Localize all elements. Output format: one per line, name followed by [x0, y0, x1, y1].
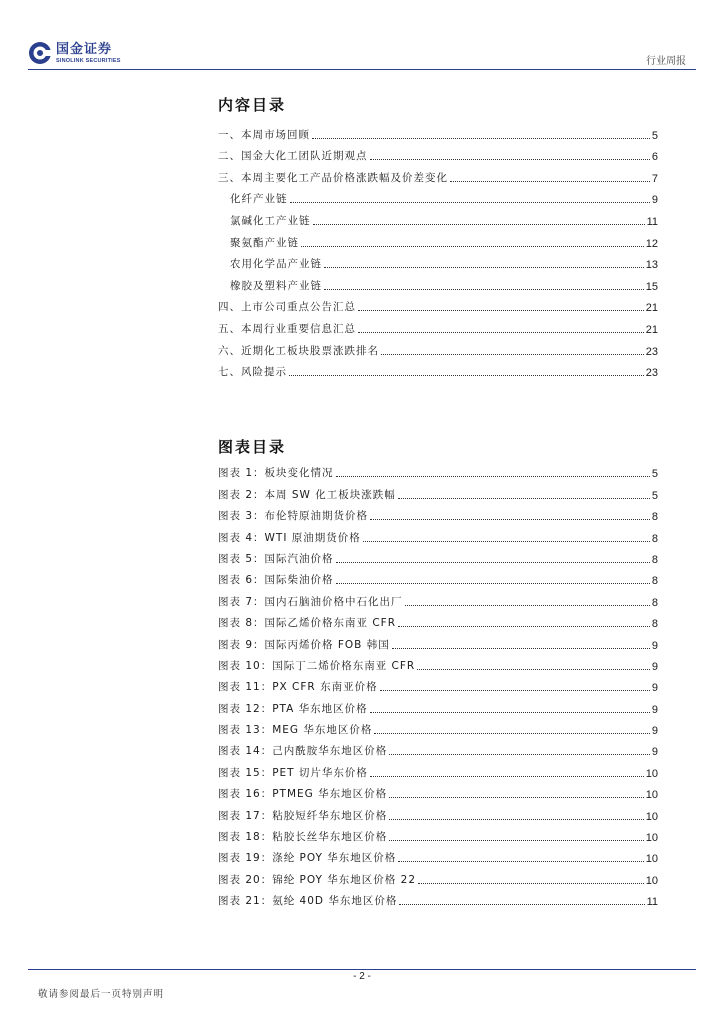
dot-leader [398, 498, 650, 499]
figure-entry-label: 图表 4：WTI 原油期货价格 [218, 531, 361, 544]
figure-entry[interactable] [218, 801, 658, 822]
toc-entry-label: 七、风险提示 [218, 366, 287, 379]
toc-entry-page: 15 [645, 280, 658, 293]
toc-entry-label: 农用化学品产业链 [230, 258, 322, 271]
toc-entry[interactable] [218, 293, 658, 315]
figure-entry-label: 图表 10：国际丁二烯价格东南亚 CFR [218, 659, 416, 672]
toc-entry-label: 五、本周行业重要信息汇总 [218, 322, 356, 335]
figure-entry[interactable] [218, 652, 658, 673]
dot-leader [336, 476, 650, 477]
page-number: - 2 - [353, 971, 371, 982]
figure-entry-page: 5 [651, 468, 658, 481]
toc-entry-page: 23 [645, 345, 658, 358]
dot-leader [399, 904, 644, 905]
dot-leader [392, 648, 650, 649]
figure-entry[interactable] [218, 459, 658, 480]
figure-entry-page: 10 [645, 874, 658, 887]
figure-entry-page: 9 [651, 746, 658, 759]
dot-leader [370, 712, 650, 713]
toc-entry-page: 5 [651, 129, 658, 142]
dot-leader [363, 541, 650, 542]
logo-icon [28, 41, 52, 65]
dot-leader [417, 669, 650, 670]
figure-entry-page: 10 [645, 789, 658, 802]
figure-entry-label: 图表 9：国际丙烯价格 FOB 韩国 [218, 638, 390, 651]
dot-leader [324, 267, 644, 268]
toc-entry-label: 化纤产业链 [230, 193, 288, 206]
figure-entry-label: 图表 13：MEG 华东地区价格 [218, 724, 373, 737]
figure-entry-label: 图表 21：氨纶 40D 华东地区价格 [218, 895, 398, 908]
toc-entry[interactable] [218, 336, 658, 358]
figure-entry-label: 图表 3：布伦特原油期货价格 [218, 510, 369, 523]
figure-entry[interactable] [218, 737, 658, 758]
dot-leader [398, 861, 643, 862]
figure-entry-label: 图表 2：本周 SW 化工板块涨跌幅 [218, 488, 396, 501]
toc-entry-page: 23 [645, 367, 658, 380]
dot-leader [358, 310, 644, 311]
figure-entry-page: 9 [651, 725, 658, 738]
dot-leader [405, 605, 650, 606]
dot-leader [398, 626, 650, 627]
figure-entry-page: 11 [646, 896, 658, 909]
figure-entry-page: 9 [651, 682, 658, 695]
figure-entry-label: 图表 8：国际乙烯价格东南亚 CFR [218, 617, 397, 630]
contents-list [218, 120, 658, 379]
toc-entry[interactable] [218, 163, 658, 185]
toc-entry-page: 9 [651, 194, 658, 207]
figure-entry-page: 10 [645, 810, 658, 823]
figure-entry-page: 8 [651, 511, 658, 524]
dot-leader [370, 159, 650, 160]
figure-entry-page: 8 [651, 553, 658, 566]
figure-entry-page: 10 [645, 767, 658, 780]
dot-leader [370, 776, 644, 777]
dot-leader [358, 332, 644, 333]
figure-entry[interactable] [218, 780, 658, 801]
dot-leader [418, 883, 644, 884]
toc-entry-label: 四、上市公司重点公告汇总 [218, 301, 356, 314]
dot-leader [374, 733, 650, 734]
toc-entry[interactable] [218, 120, 658, 142]
logo-chinese-name: 国金证券 [56, 41, 113, 57]
figure-entry[interactable] [218, 545, 658, 566]
dot-leader [380, 690, 650, 691]
toc-entry-label: 六、近期化工板块股票涨跌排名 [218, 344, 379, 357]
toc-entry[interactable] [218, 228, 658, 250]
figure-entry-label: 图表 20：锦纶 POY 华东地区价格 22 [218, 873, 417, 886]
dot-leader [450, 181, 650, 182]
figure-entry-label: 图表 14：己内酰胺华东地区价格 [218, 745, 388, 758]
toc-entry-label: 聚氨酯产业链 [230, 236, 299, 249]
dot-leader [289, 375, 644, 376]
figure-entry[interactable] [218, 887, 658, 908]
toc-entry[interactable] [218, 206, 658, 228]
figure-entry[interactable] [218, 844, 658, 865]
dot-leader [313, 224, 645, 225]
report-type: 行业周报 [646, 56, 686, 67]
figure-entry[interactable] [218, 758, 658, 779]
figure-entry-page: 9 [651, 660, 658, 673]
dot-leader [381, 354, 644, 355]
figures-title: 图表目录 [218, 438, 287, 456]
figures-list [218, 459, 658, 908]
figure-entry[interactable] [218, 566, 658, 587]
figure-entry[interactable] [218, 865, 658, 886]
figure-entry-label: 图表 11：PX CFR 东南亚价格 [218, 681, 378, 694]
dot-leader [389, 819, 644, 820]
dot-leader [389, 754, 650, 755]
toc-entry[interactable] [218, 142, 658, 164]
dot-leader [290, 202, 650, 203]
figure-entry-label: 图表 12：PTA 华东地区价格 [218, 702, 368, 715]
figure-entry-page: 8 [651, 596, 658, 609]
toc-entry[interactable] [218, 314, 658, 336]
figure-entry-page: 8 [651, 532, 658, 545]
figure-entry-page: 9 [651, 703, 658, 716]
toc-entry-page: 11 [646, 215, 658, 228]
dot-leader [301, 246, 644, 247]
footer-divider [28, 969, 696, 970]
figure-entry[interactable] [218, 694, 658, 715]
toc-entry-label: 一、本周市场回顾 [218, 128, 310, 141]
figure-entry[interactable] [218, 523, 658, 544]
figure-entry[interactable] [218, 673, 658, 694]
dot-leader [324, 289, 644, 290]
toc-entry-page: 7 [651, 172, 658, 185]
dot-leader [336, 583, 650, 584]
logo-english-name: SINOLINK SECURITIES [56, 57, 121, 64]
dot-leader [389, 840, 644, 841]
toc-entry-page: 12 [645, 237, 658, 250]
figure-entry-page: 10 [645, 832, 658, 845]
figure-entry-page: 8 [651, 575, 658, 588]
figure-entry-label: 图表 15：PET 切片华东价格 [218, 766, 368, 779]
contents-title: 内容目录 [218, 96, 287, 114]
toc-entry[interactable] [218, 358, 658, 380]
dot-leader [312, 138, 650, 139]
figure-entry[interactable] [218, 609, 658, 630]
figure-entry[interactable] [218, 587, 658, 608]
dot-leader [336, 562, 650, 563]
figure-entry[interactable] [218, 716, 658, 737]
figure-entry-page: 5 [651, 489, 658, 502]
figure-entry-label: 图表 17：粘胶短纤华东地区价格 [218, 809, 388, 822]
toc-entry-page: 6 [651, 151, 658, 164]
header-divider [28, 69, 696, 70]
figure-entry[interactable] [218, 480, 658, 501]
toc-entry[interactable] [218, 185, 658, 207]
figure-entry-label: 图表 7：国内石脑油价格中石化出厂 [218, 595, 403, 608]
figure-entry-page: 10 [645, 853, 658, 866]
toc-entry-page: 21 [645, 323, 658, 336]
disclaimer-note: 敬请参阅最后一页特别声明 [38, 989, 165, 1000]
figure-entry-label: 图表 18：粘胶长丝华东地区价格 [218, 831, 388, 844]
figure-entry-label: 图表 19：涤纶 POY 华东地区价格 [218, 852, 397, 865]
toc-entry-page: 21 [645, 302, 658, 315]
figure-entry[interactable] [218, 630, 658, 651]
figure-entry-label: 图表 5：国际汽油价格 [218, 552, 334, 565]
dot-leader [370, 519, 650, 520]
page-header [0, 0, 724, 72]
figure-entry-label: 图表 1：板块变化情况 [218, 467, 334, 480]
figure-entry-label: 图表 16：PTMEG 华东地区价格 [218, 788, 388, 801]
toc-entry-label: 二、国金大化工团队近期观点 [218, 150, 368, 163]
toc-entry[interactable] [218, 250, 658, 272]
figure-entry-label: 图表 6：国际柴油价格 [218, 574, 334, 587]
toc-entry-page: 13 [645, 259, 658, 272]
toc-entry-label: 氯碱化工产业链 [230, 214, 311, 227]
toc-entry-label: 三、本周主要化工产品价格涨跌幅及价差变化 [218, 171, 448, 184]
figure-entry-page: 9 [651, 639, 658, 652]
toc-entry-label: 橡胶及塑料产业链 [230, 279, 322, 292]
dot-leader [389, 797, 644, 798]
figure-entry[interactable] [218, 823, 658, 844]
figure-entry[interactable] [218, 502, 658, 523]
toc-entry[interactable] [218, 271, 658, 293]
company-logo [28, 38, 121, 68]
figure-entry-page: 8 [651, 618, 658, 631]
